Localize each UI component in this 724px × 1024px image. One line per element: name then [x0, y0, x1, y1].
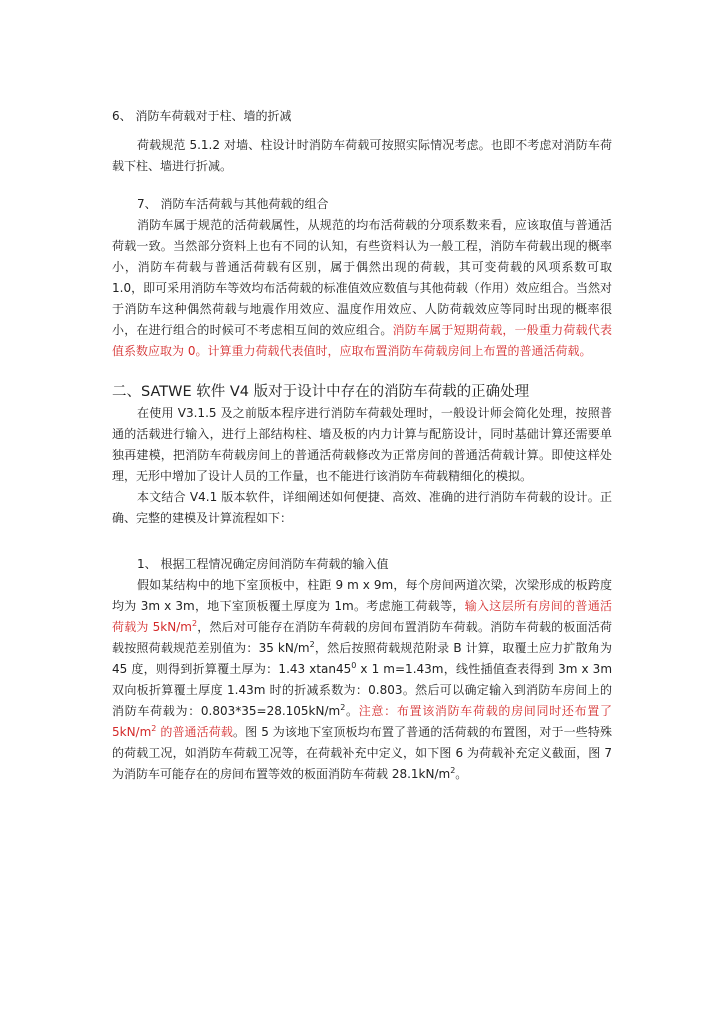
section-2-paragraph-1: 在使用 V3.1.5 及之前版本程序进行消防车荷载处理时，一般设计师会简化处理，按照普通的活载进行输入，进行上部结构柱、墙及板的内力计算与配筋设计，同时基础计算还需要单独再建模，把消防车荷载房间上的普通活荷载修改为正常房间的普通活荷载计算。即使这样处理，无形中增加了设计人员的工作量，也不能进行该消防车荷载精细化的模拟。: [112, 406, 612, 483]
body-text-2: ，然后对可能存在消防车荷载的房间布置消防车荷载。消防车荷载的板面活荷载按照荷载规范差别值为：35 kN/m: [112, 620, 612, 655]
body-text-6: 。图 5 为该地下室顶板均布置了普通的活荷载的布置图，对于一些特殊的荷载工况，如消防车荷载工况等，在荷载补充中定义，如下图 6 为荷载补充定义截面，图 7 为消防车可能存在的房间布置等效的板面消防车荷载 28.1kN/m: [112, 725, 612, 781]
body-sup-2: 2: [309, 640, 315, 649]
section-2-heading: 二、SATWE 软件 V4 版对于设计中存在的消防车荷载的正确处理: [112, 384, 530, 400]
section-1-body: [112, 575, 612, 785]
highlight-2-text: 注意：布置该消防车荷载的房间同时还布置了 5kN/m: [112, 704, 612, 739]
section-7-body-text: 消防车属于规范的活荷载属性，从规范的均布活荷载的分项系数来看，应该取值与普通活荷载一致。当然部分资料上也有不同的认知，有些资料认为一般工程，消防车荷载出现的概率小，消防车荷载与普通活荷载有区别，属于偶然出现的荷载，其可变荷载的风项系数可取 1.0，即可采用消防车等效均布活荷载的标准值效应数值与其他荷载（作用）效应组合。当然对于消防车这种偶然荷载与地震作用效应、温度作用效应、人防荷载效应等同时出现的概率很小，在进行组合的时候可不考虑相互间的效应组合。: [112, 218, 612, 337]
highlight-1-text: 输入这层所有房间的普通活荷载为 5kN/m: [112, 599, 612, 634]
highlight-2-sup: 2: [151, 724, 157, 733]
body-sup-4: 2: [340, 703, 346, 712]
section-1: [112, 554, 612, 785]
section-1-heading: 1、 根据工程情况确定房间消防车荷载的输入值: [137, 557, 389, 571]
highlight-1-sup: 2: [191, 619, 198, 628]
section-6: [112, 106, 612, 177]
body-text-5: 。: [345, 704, 359, 718]
body-sup-3: 0: [351, 661, 357, 670]
section-2: [112, 382, 612, 529]
body-sup-6: 2: [450, 766, 456, 775]
highlight-3-text: 的普通活荷载: [156, 725, 234, 739]
section-2-paragraph-2: 本文结合 V4.1 版本软件，详细阐述如何便捷、高效、准确的进行消防车荷载的设计。正确、完整的建模及计算流程如下：: [112, 490, 612, 525]
body-text-1: 假如某结构中的地下室顶板中，柱距 9 m x 9m，每个房间两道次梁，次梁形成的板跨度均为 3m x 3m，地下室顶板覆土厚度为 1m。考虑施工荷载等，: [112, 578, 612, 613]
section-6-body: 荷载规范 5.1.2 对墙、柱设计时消防车荷载可按照实际情况考虑。也即不考虑对消防车荷载下柱、墙进行折减。: [112, 138, 612, 173]
body-text-3: ，然后按照荷载规范附录 B 计算，取覆土应力扩散角为 45 度，则得到折算覆土厚为：1.43 xtan45: [112, 641, 612, 676]
body-text-4: x 1 m=1.43m，线性插值查表得到 3m x 3m 双向板折算覆土厚度 1.43m 时的折减系数为：0.803。然后可以确定输入到消防车房间上的消防车荷载为：0.803*35=28.105kN/m: [112, 662, 613, 718]
body-text-7: 。: [455, 767, 468, 781]
section-7-body: [112, 215, 612, 362]
section-7-heading: 7、 消防车活荷载与其他荷载的组合: [137, 197, 329, 211]
section-6-heading: 6、 消防车荷载对于柱、墙的折减: [112, 109, 292, 123]
section-7: [112, 194, 612, 362]
section-7-highlight: 消防车属于短期荷载，一般重力荷载代表值系数应取为 0。计算重力荷载代表值时，应取布置消防车荷载房间上布置的普通活荷载。: [112, 323, 612, 358]
